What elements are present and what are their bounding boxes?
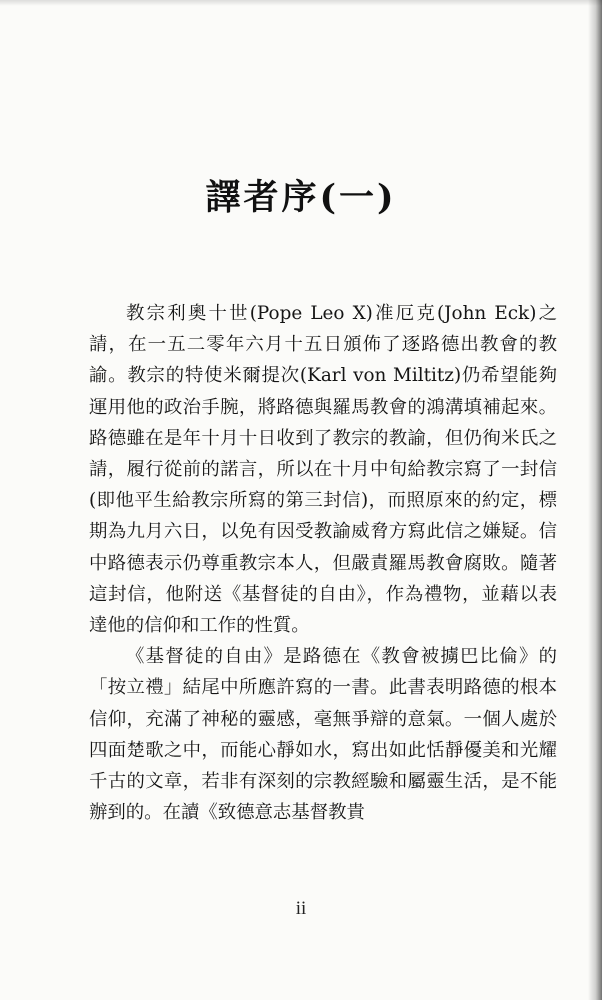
- body-text: [89, 298, 557, 828]
- scan-top-shade: [0, 0, 602, 6]
- paragraph-1: 教宗利奧十世(Pope Leo X)准厄克(John Eck)之請，在一五二零年六月十五日頒佈了逐路德出教會的教諭。教宗的特使米爾提次(Karl von Miltitz)仍希望能夠運用他的政治手腕，將路德與羅馬教會的鴻溝填補起來。路德雖在是年十月十日收到了教宗的教諭，但仍徇米氏之請，履行從前的諾言，所以在十月中旬給教宗寫了一封信(即他平生給教宗所寫的第三封信)，而照原來的約定，標期為九月六日，以免有因受教諭威脅方寫此信之嫌疑。信中路德表示仍尊重教宗本人，但嚴責羅馬教會腐敗。隨著這封信，他附送《基督徒的自由》，作為禮物，並藉以表達他的信仰和工作的性質。: [89, 303, 557, 637]
- scan-edge-shadow: [588, 0, 602, 1000]
- page-number: ii: [295, 898, 307, 919]
- paragraph-2: 《基督徒的自由》是路德在《教會被擄巴比倫》的「按立禮」結尾中所應許寫的一書。此書表明路德的根本信仰，充滿了神秘的靈感，毫無爭辯的意氣。一個人處於四面楚歌之中，而能心靜如水，寫出如此恬靜優美和光耀千古的文章，若非有深刻的宗教經驗和屬靈生活，是不能辦到的。在讀《致德意志基督教貴: [89, 646, 557, 824]
- page-title: 譯者序(一): [205, 177, 397, 218]
